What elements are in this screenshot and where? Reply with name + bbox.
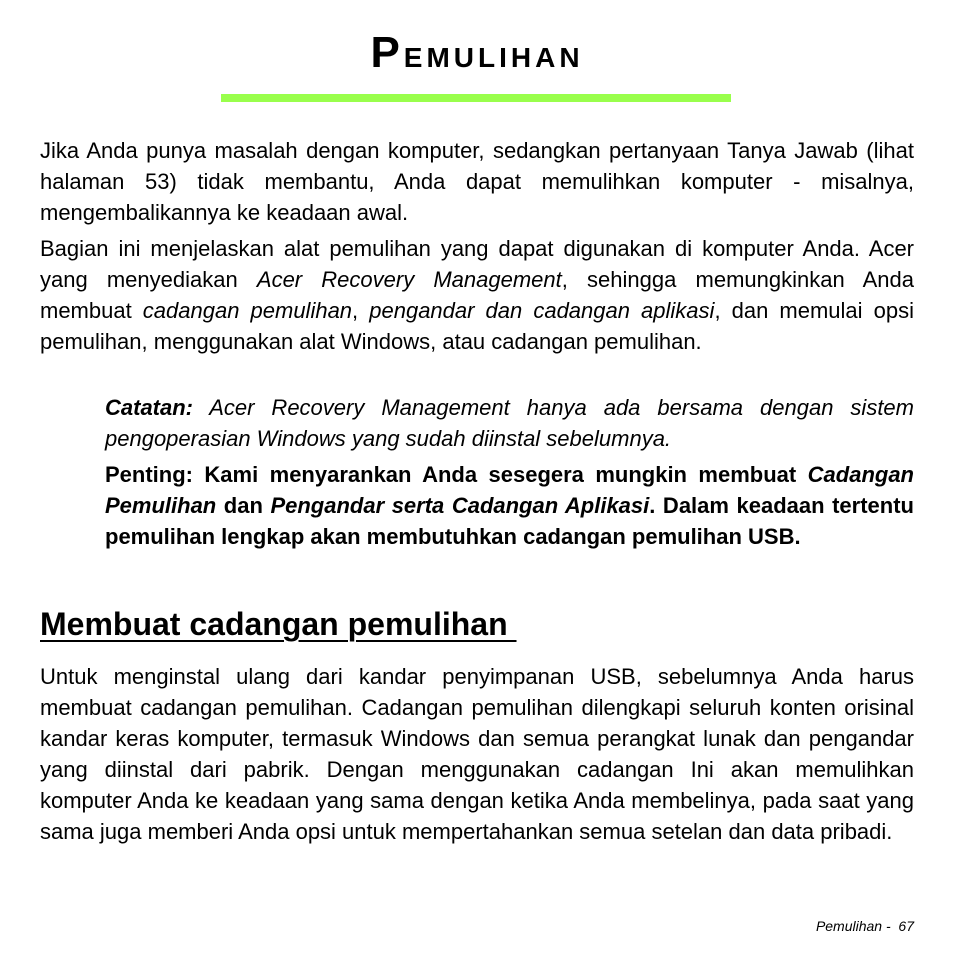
text-italic: Acer Recovery Management xyxy=(256,267,562,292)
note-paragraph xyxy=(105,392,914,454)
title-initial: P xyxy=(370,28,404,77)
text: . Dalam keadaan tertentu pemulihan lengkap akan membutuhkan cadangan pemulihan USB. xyxy=(105,493,914,549)
title-rest: emulihan xyxy=(403,32,584,76)
intro-paragraph: Jika Anda punya masalah dengan komputer, sedangkan pertanyaan Tanya Jawab (lihat halaman 53) tidak membantu, Anda dapat memulihkan komputer - misalnya, mengembalikannya ke keadaan awal. xyxy=(40,138,914,225)
title-underline-bar xyxy=(221,94,731,102)
page-title xyxy=(0,28,954,78)
section-heading: Membuat cadangan pemulihan xyxy=(40,606,517,642)
text: Penting: Kami menyarankan Anda sesegera mungkin membuat xyxy=(105,462,808,487)
text: dan xyxy=(216,493,271,518)
tools-paragraph xyxy=(40,233,914,357)
text: Bagian ini menjelaskan alat pemulihan yang dapat digunakan di komputer Anda. Acer yang menyediakan xyxy=(40,236,914,292)
page-footer: Pemulihan - 67 xyxy=(815,918,914,934)
note-text: Acer Recovery Management hanya ada bersama dengan sistem pengoperasian Windows yang sudah diinstal sebelumnya. xyxy=(105,395,914,451)
text-italic: cadangan pemulihan xyxy=(142,298,353,323)
text: , sehingga memungkinkan Anda membuat xyxy=(40,267,915,323)
text: , dan memulai opsi pemulihan, menggunakan alat Windows, atau cadangan pemulihan. xyxy=(40,298,914,354)
important-paragraph xyxy=(105,459,914,552)
note-label: Catatan: xyxy=(105,395,194,420)
text-italic: pengandar dan cadangan aplikasi xyxy=(369,298,715,323)
usb-paragraph: Untuk menginstal ulang dari kandar penyimpanan USB, sebelumnya Anda harus membuat cadangan pemulihan. Cadangan pemulihan dilengkapi seluruh konten orisinal kandar keras komputer, termasuk Windows dan semua perangkat lunak dan pengandar yang diinstal dari pabrik. Dengan menggunakan cadangan Ini akan memulihkan komputer Anda ke keadaan yang sama dengan ketika Anda membelinya, pada saat yang sama juga memberi Anda opsi untuk mempertahankan semua setelan dan data pribadi. xyxy=(40,664,914,844)
text-italic: Pengandar serta Cadangan Aplikasi xyxy=(270,493,650,518)
text: , xyxy=(352,298,370,323)
text-italic: Cadangan Pemulihan xyxy=(105,462,914,518)
